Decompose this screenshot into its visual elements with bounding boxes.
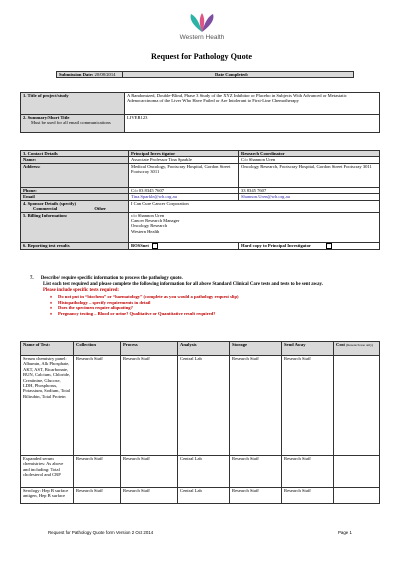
instructions-line-1: Describe/ require specific information to process the pathology quote.	[40, 276, 183, 281]
cell-process: Research Staff	[121, 488, 178, 504]
section-number-5: 5.	[23, 212, 27, 218]
instruction-bullet: ♦ Pregnancy testing – Blood or urine? Qualitative or Quantitative result required?	[50, 311, 370, 317]
summary-note: Must be used for all email communications	[31, 120, 111, 126]
cell-send-away: Research Staff	[282, 456, 334, 488]
table-row	[21, 356, 380, 456]
cell-analysis: Central Lab	[178, 356, 230, 456]
table-row	[21, 456, 380, 488]
col-header-cost: Cost	[336, 342, 345, 347]
bossnet-label: BOSSnet	[131, 242, 149, 248]
phone-label: Phone:	[21, 187, 129, 193]
sponsor-commercial: Commercial	[33, 206, 58, 212]
contact-details-header: Contact Details	[27, 151, 58, 156]
rc-phone: 33 8345 7607	[239, 187, 380, 193]
billing-line: Oncology Research	[131, 223, 168, 229]
address-label: Address:	[21, 163, 129, 187]
bossnet-checkbox[interactable]	[152, 243, 158, 249]
submission-table	[56, 71, 354, 78]
instructions-line-2: List each test required and please complete the following information for all above Standard Clinical Care tests and tests to be sent away.	[43, 282, 323, 287]
section-number-4: 4.	[23, 200, 27, 206]
instructions-red-heading: Please include specific tests required:	[43, 288, 120, 293]
instruction-bullet: ♦ Histopathology – specify requirements in detail	[50, 300, 370, 306]
footer-right: Page 1	[338, 530, 352, 535]
billing-line: c/o Shannon Uren	[131, 212, 165, 218]
instruction-bullet: ♦ Does the specimen require aliquoting?	[50, 305, 370, 311]
pi-name: Associate Professor Tina Sparkle	[129, 157, 239, 163]
pi-header: Principal Inves tigator	[129, 151, 239, 157]
section-number-1: 1.	[23, 93, 27, 98]
sponsor-other: Other	[94, 206, 107, 212]
email-label: Email	[21, 194, 129, 200]
instructions-bullets	[30, 294, 370, 316]
billing-label: Billing Information:	[27, 212, 68, 218]
summary-title-value: LIVER123	[125, 115, 380, 133]
cell-send-away: Research Staff	[282, 356, 334, 456]
pi-phone: C/o 03 8345 7607	[129, 187, 239, 193]
reporting-label: Reporting test results	[27, 242, 70, 248]
billing-line: Cancer Research Manager	[131, 218, 180, 224]
cell-collection: Research Staff	[74, 456, 121, 488]
cell-analysis: Central Lab	[178, 456, 230, 488]
instruction-bullet: ♦ Do not put in “biochem” or “haematology” (complete as you would a pathology request slip)	[50, 294, 370, 300]
rc-address: Oncology Research, Footscray Hospital, Gordon Street Footscray 3011	[239, 163, 380, 187]
cell-collection: Research Staff	[74, 488, 121, 504]
tests-table	[20, 341, 380, 504]
col-header-name: Name of Test:	[21, 342, 74, 356]
cell-cost	[334, 488, 380, 504]
cell-storage: Research Staff	[230, 456, 282, 488]
col-header-send-away: Send Away	[282, 342, 334, 356]
submission-date-label: Submission Date:	[59, 72, 94, 77]
cell-cost	[334, 456, 380, 488]
project-table	[20, 92, 380, 133]
cell-storage: Research Staff	[230, 488, 282, 504]
billing-line: Western Health	[131, 228, 160, 234]
rc-name: C/o Shannon Uren	[239, 157, 380, 163]
footer-left: Request for Pathology Quote form Version 2 Oct 2014	[48, 530, 154, 535]
col-header-process: Process	[121, 342, 178, 356]
date-completed-label: Date Completed:	[122, 72, 353, 78]
hardcopy-label: Hard copy to Principal Investigator	[241, 242, 311, 248]
table-row	[21, 488, 380, 504]
rc-header: Research Coordinator	[239, 151, 380, 157]
section-number-7: 7.	[30, 276, 34, 281]
instructions-block	[30, 276, 370, 316]
cell-process: Research Staff	[121, 356, 178, 456]
test-name: Serum chemistry panel: Albumin, Alk Phosphate, AKT, AST, Bicarbonate, BUN, Calcium, Chloride, Creatinine, Glucose, LDH, Phosphorus, Potassium, Sodium, Total Bilirubin, Total Protein	[21, 356, 74, 456]
cost-note: (Research use only)	[346, 343, 374, 347]
test-name: Serology: Hep B surface antigen, Hep B surface	[21, 488, 74, 504]
western-health-wordmark: Western Health	[179, 34, 225, 41]
col-header-storage: Storage	[230, 342, 282, 356]
sponsor-value: I Can Cure Cancer Corporation	[129, 200, 380, 212]
name-label: Name:	[21, 157, 129, 163]
pi-email[interactable]: Tina.Sparkle@wh.org.au	[129, 194, 239, 200]
section-number-6: 6.	[23, 242, 27, 248]
hardcopy-checkbox[interactable]	[326, 243, 332, 249]
cell-collection: Research Staff	[74, 356, 121, 456]
cell-cost	[334, 356, 380, 456]
summary-title-label: Summary/Short Title	[27, 115, 70, 120]
pi-address: Medical Oncology, Footscray Hospital, Gordon Street Footscray 3011	[129, 163, 239, 187]
western-health-logo	[183, 12, 221, 34]
col-header-analysis: Analysis	[178, 342, 230, 356]
page-title: Request for Pathology Quote	[150, 52, 253, 61]
col-header-collection: Collection	[74, 342, 121, 356]
cell-storage: Research Staff	[230, 356, 282, 456]
project-title-value: A Randomized, Double-Blind, Phase 3 Study of the XYZ Inhibitor or Placebo in Subjects With Advanced or Metastatic Adenocarcinoma of the Liver Who Have Failed or Are Intolerant to First-Line Chemotherapy	[125, 93, 380, 115]
project-title-label: Title of project/study	[27, 93, 69, 98]
section-number-2: 2.	[23, 115, 27, 120]
cell-process: Research Staff	[121, 456, 178, 488]
test-name: Expanded serum chemistries: As above and including: Total cholesterol and CRP	[21, 456, 74, 488]
rc-email[interactable]: Shannon.Uren@wh.org.au	[239, 194, 380, 200]
submission-date-value: 20/08/2014	[94, 72, 116, 77]
cell-send-away: Research Staff	[282, 488, 334, 504]
section-number-3: 3.	[23, 151, 27, 156]
sponsor-label: Sponsor Details	[27, 200, 59, 206]
sponsor-specify: (specify)	[59, 200, 77, 206]
cell-analysis: Central Lab	[178, 488, 230, 504]
contacts-table	[20, 150, 380, 250]
